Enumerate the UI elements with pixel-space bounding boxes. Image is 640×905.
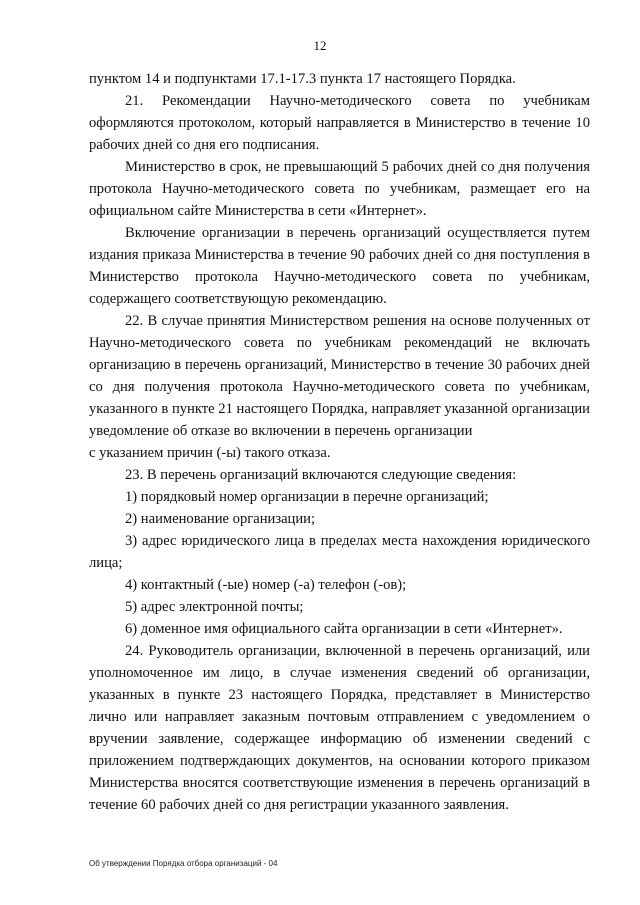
paragraph: пунктом 14 и подпунктами 17.1-17.3 пункта 17 настоящего Порядка. xyxy=(89,71,516,87)
list-item: 1) порядковый номер организации в перечне организаций; xyxy=(125,489,489,505)
list-item: 3) адрес юридического лица в пределах места нахождения юридического лица; xyxy=(89,533,590,571)
footer-text: Об утверждении Порядка отбора организаций - 04 xyxy=(89,859,278,868)
list-item: 2) наименование организации; xyxy=(125,511,316,527)
list-item: 6) доменное имя официального сайта организации в сети «Интернет». xyxy=(125,621,563,637)
paragraph-21: 21. Рекомендации Научно-методического совета по учебникам оформляются протоколом, который направляется в Министерство в течение 10 рабочих дней со дня его подписания. xyxy=(89,93,590,153)
paragraph-24: 24. Руководитель организации, включенной в перечень организаций, или уполномоченное им лицо, в случае изменения сведений об организации, указанных в пункте 23 настоящего Порядка, представляет в Министерство лично или направляет заказным почтовым отправлением с уведомлением о вручении заявление, содержащее информацию об изменении сведений с приложением подтверждающих документов, на основании которого приказом Министерства вносятся соответствующие изменения в перечень организаций в течение 60 рабочих дней со дня регистрации указанного заявления. xyxy=(89,643,590,813)
paragraph: с указанием причин (-ы) такого отказа. xyxy=(89,445,331,461)
paragraph: Включение организации в перечень организаций осуществляется путем издания приказа Министерства в течение 90 рабочих дней со дня поступления в Министерство протокола Научно-методического совета по учебникам, содержащего соответствующую рекомендацию. xyxy=(89,225,590,307)
paragraph: Министерство в срок, не превышающий 5 рабочих дней со дня получения протокола Научно-методического совета по учебникам, размещает его на официальном сайте Министерства в сети «Интернет». xyxy=(89,159,590,219)
list-item: 4) контактный (-ые) номер (-а) телефон (-ов); xyxy=(125,577,407,593)
list-item: 5) адрес электронной почты; xyxy=(125,599,304,615)
page-number: 12 xyxy=(313,38,327,53)
paragraph-23: 23. В перечень организаций включаются следующие сведения: xyxy=(125,467,517,483)
document-body xyxy=(89,68,590,816)
paragraph-22: 22. В случае принятия Министерством решения на основе полученных от Научно-методического совета по учебникам рекомендаций не включать организацию в перечень организаций, Министерство в течение 30 рабочих дней со дня получения протокола Научно-методического совета по учебникам, указанного в пункте 21 настоящего Порядка, направляет указанной организации уведомление об отказе во включении в перечень организации xyxy=(89,313,590,439)
